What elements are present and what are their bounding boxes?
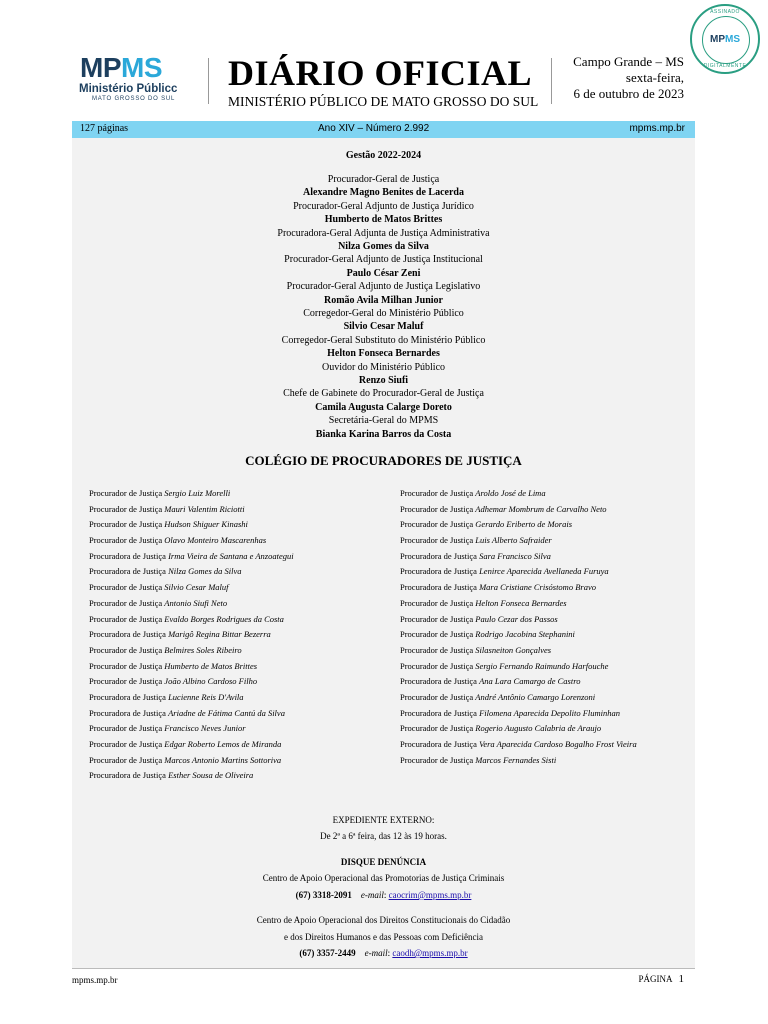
footer-divider	[72, 968, 695, 969]
member-name: Antonio Siufi Neto	[164, 597, 228, 608]
member-name: Esther Sousa de Oliveira	[168, 770, 254, 781]
logo-ms-text: MS	[121, 52, 162, 83]
member-title: Procurador de Justiça	[89, 488, 163, 498]
college-member	[400, 690, 637, 706]
member-title: Procurador de Justiça	[400, 613, 474, 624]
disque-phone-1: (67) 3318-2091	[295, 890, 352, 900]
management-name: Bianka Karina Barros da Costa	[315, 428, 452, 440]
edition-bar	[72, 121, 695, 138]
college-member	[89, 737, 294, 753]
college-member	[400, 737, 637, 753]
seal-top-text: ASSINADO	[710, 9, 740, 15]
member-name: André Antônio Camargo Lorenzoni	[475, 691, 596, 702]
disque-heading: DISQUE DENÚNCIA	[340, 857, 427, 867]
publication-weekday: sexta-feira,	[625, 70, 684, 85]
college-member	[400, 533, 637, 549]
member-title: Procurador de Justiça	[89, 535, 163, 546]
mpms-logo	[80, 52, 162, 84]
logo-state: MATO GROSSO DO SUL	[92, 96, 176, 102]
management-heading: Gestão 2022-2024	[345, 150, 422, 161]
member-name: Adhemar Mombrum de Carvalho Neto	[475, 503, 607, 514]
page-count: 127 páginas	[80, 123, 129, 134]
member-title: Procurador de Justiça	[89, 739, 163, 749]
member-title: Procuradora de Justiça	[400, 566, 477, 577]
member-name: Sergio Luiz Morelli	[164, 488, 231, 498]
member-title: Procuradora de Justiça	[400, 676, 477, 687]
email-link-1[interactable]: caocrim@mpms.mp.br	[388, 890, 472, 900]
management-role: Procurador-Geral de Justiça	[327, 174, 440, 185]
college-title: COLÉGIO DE PROCURADORES DE JUSTIÇA	[245, 453, 522, 468]
disque-phone-2: (67) 3357-2449	[299, 948, 356, 958]
member-title: Procurador de Justiça	[89, 503, 163, 514]
email-link-2[interactable]: caodh@mpms.mp.br	[392, 948, 468, 958]
college-member	[400, 517, 637, 533]
member-title: Procurador de Justiça	[89, 613, 163, 624]
college-member	[400, 721, 637, 737]
member-name: Gerardo Eriberto de Morais	[475, 519, 573, 530]
management-name: Paulo César Zeni	[346, 267, 421, 279]
expediente-hours: De 2ª a 6ª feira, das 12 às 19 horas.	[320, 831, 447, 841]
member-title: Procuradora de Justiça	[400, 550, 477, 561]
college-member	[400, 674, 637, 690]
college-member	[400, 549, 637, 565]
management-role: Procuradora-Geral Adjunta de Justiça Administrativa	[277, 227, 490, 239]
college-member	[89, 549, 294, 565]
header-divider-right	[551, 58, 552, 104]
college-member	[89, 674, 294, 690]
management-name: Silvio Cesar Maluf	[343, 321, 424, 333]
college-member	[89, 580, 294, 596]
member-title: Procuradora de Justiça	[400, 707, 477, 718]
college-member	[400, 706, 637, 722]
member-name: Luis Alberto Safraider	[475, 535, 552, 546]
member-name: Marcos Fernandes Sisti	[475, 754, 557, 765]
member-title: Procurador de Justiça	[400, 519, 474, 530]
member-name: Edgar Roberto Lemos de Miranda	[164, 739, 282, 749]
college-member	[89, 564, 294, 580]
member-title: Procuradora de Justiça	[89, 707, 166, 718]
member-name: Humberto de Matos Brittes	[164, 660, 258, 671]
management-name: Camila Augusta Calarge Doreto	[315, 401, 452, 413]
member-name: Silasneiton Gonçalves	[475, 644, 552, 655]
expediente-heading: EXPEDIENTE EXTERNO:	[332, 815, 435, 825]
management-name: Renzo Siufi	[358, 375, 409, 386]
member-name: Marcos Antonio Martins Sottoriva	[164, 754, 282, 765]
member-title: Procurador de Justiça	[400, 597, 474, 608]
member-title: Procurador de Justiça	[89, 723, 163, 734]
member-title: Procurador de Justiça	[89, 582, 163, 593]
member-title: Procuradora de Justiça	[89, 691, 166, 702]
member-name: Hudson Shiguer Kinashi	[164, 519, 248, 530]
college-member	[400, 580, 637, 596]
management-role: Procurador-Geral Adjunto de Justiça Institucional	[284, 254, 483, 266]
management-role: Chefe de Gabinete do Procurador-Geral de Justiça	[283, 388, 484, 400]
member-title: Procurador de Justiça	[400, 629, 474, 640]
page-subtitle: MINISTÉRIO PÚBLICO DE MATO GROSSO DO SUL	[228, 94, 539, 109]
header-divider-left	[208, 58, 209, 104]
member-name: Silvio Cesar Maluf	[164, 582, 229, 593]
page-title: DIÁRIO OFICIAL	[228, 53, 533, 93]
member-title: Procurador de Justiça	[89, 597, 163, 608]
member-title: Procurador de Justiça	[89, 754, 163, 765]
member-title: Procuradora de Justiça	[89, 550, 166, 561]
footer-page-number: 1	[678, 973, 684, 985]
member-title: Procurador de Justiça	[400, 535, 474, 546]
member-name: Belmires Soles Ribeiro	[164, 644, 242, 655]
college-member	[89, 627, 294, 643]
member-name: Francisco Neves Junior	[164, 723, 246, 734]
member-name: Mauri Valentim Riciotti	[164, 503, 245, 514]
management-name: Nilza Gomes da Silva	[338, 241, 429, 252]
member-title: Procurador de Justiça	[400, 660, 474, 671]
college-member	[89, 768, 294, 784]
site-link[interactable]: mpms.mp.br	[629, 123, 685, 134]
college-member	[89, 533, 294, 549]
seal-center-text: MPMS	[710, 34, 740, 45]
member-name: Lenirce Aparecida Avellaneda Furuya	[479, 566, 609, 577]
management-role: Ouvidor do Ministério Público	[321, 361, 446, 373]
management-name: Romão Avila Milhan Junior	[324, 294, 443, 306]
college-member	[89, 659, 294, 675]
college-member	[400, 596, 637, 612]
member-title: Procurador de Justiça	[400, 691, 474, 702]
member-name: Rogerio Augusto Calabria de Araujo	[475, 723, 602, 734]
footer-site[interactable]: mpms.mp.br	[72, 975, 118, 985]
college-left-column	[89, 486, 294, 784]
member-name: Irma Vieira de Santana e Anzoategui	[168, 550, 294, 561]
college-right-column	[400, 486, 637, 768]
member-title: Procuradora de Justiça	[89, 770, 166, 781]
member-title: Procurador de Justiça	[400, 488, 474, 498]
member-name: Filomena Aparecida Depolito Fluminhan	[479, 707, 621, 718]
college-member	[400, 612, 637, 628]
college-member	[89, 690, 294, 706]
member-title: Procurador de Justiça	[400, 754, 474, 765]
college-member	[89, 612, 294, 628]
college-member	[400, 643, 637, 659]
member-name: Lucienne Reis D'Avila	[168, 691, 244, 702]
member-name: Ana Lara Camargo de Castro	[479, 676, 581, 687]
member-name: Mara Cristiane Crisóstomo Bravo	[479, 582, 596, 593]
logo-name: Ministério Públicc	[79, 83, 178, 95]
management-role: Corregedor-Geral do Ministério Público	[303, 308, 464, 319]
management-role: Secretária-Geral do MPMS	[328, 415, 439, 427]
college-member	[89, 753, 294, 769]
edition-number: Ano XIV – Número 2.992	[318, 123, 430, 134]
member-title: Procurador de Justiça	[89, 644, 163, 655]
member-title: Procuradora de Justiça	[89, 566, 166, 577]
college-member	[400, 486, 637, 502]
member-name: Nilza Gomes da Silva	[168, 566, 242, 577]
disque-center-2-line-1: Centro de Apoio Operacional dos Direitos Constitucionais do Cidadão	[256, 915, 511, 925]
college-member	[400, 564, 637, 580]
publication-date: 6 de outubro de 2023	[573, 86, 684, 101]
college-member	[400, 627, 637, 643]
member-title: Procurador de Justiça	[89, 660, 163, 671]
member-title: Procurador de Justiça	[400, 503, 474, 514]
member-name: Marigô Regina Bittar Bezerra	[168, 629, 271, 640]
member-title: Procuradora de Justiça	[89, 629, 166, 640]
member-title: Procurador de Justiça	[89, 519, 163, 530]
digital-signature-seal	[690, 4, 760, 74]
publication-place: Campo Grande – MS	[573, 54, 684, 69]
member-title: Procurador de Justiça	[400, 723, 474, 734]
seal-bottom-text: DIGITALMENTE	[703, 63, 747, 69]
logo-mp-text: MP	[80, 52, 121, 83]
footer-page	[638, 973, 684, 985]
management-role: Procurador-Geral Adjunto de Justiça Jurídico	[293, 200, 474, 212]
management-role: Corregedor-Geral Substituto do Ministério Público	[281, 334, 486, 346]
member-title: Procurador de Justiça	[400, 644, 474, 655]
member-name: Olavo Monteiro Mascarenhas	[164, 535, 267, 546]
management-role: Procurador-Geral Adjunto de Justiça Legislativo	[286, 281, 481, 293]
publication-info	[573, 54, 684, 102]
member-name: Evaldo Borges Rodrigues da Costa	[164, 613, 284, 624]
member-name: Sara Francisco Silva	[479, 550, 551, 561]
member-name: Vera Aparecida Cardoso Bogalho Frost Vieira	[479, 739, 637, 749]
disque-contact-2: (67) 3357-2449 e-mail: caodh@mpms.mp.br	[299, 948, 468, 958]
college-member	[89, 502, 294, 518]
email-label-1: e-mail	[360, 890, 384, 900]
member-name: Aroldo José de Lima	[475, 488, 546, 498]
college-member	[89, 596, 294, 612]
college-member	[89, 486, 294, 502]
email-label-2: e-mail	[364, 948, 388, 958]
management-name: Helton Fonseca Bernardes	[327, 348, 440, 360]
college-member	[400, 502, 637, 518]
member-name: Helton Fonseca Bernardes	[475, 597, 567, 608]
member-name: Paulo Cezar dos Passos	[475, 613, 558, 624]
college-member	[89, 643, 294, 659]
member-title: Procurador de Justiça	[89, 676, 163, 687]
disque-center-2-line-2: e dos Direitos Humanos e das Pessoas com Deficiência	[284, 932, 483, 942]
member-title: Procuradora de Justiça	[400, 739, 477, 749]
college-member	[89, 517, 294, 533]
footer-page-label: PÁGINA	[638, 974, 673, 984]
management-name: Humberto de Matos Brittes	[324, 214, 443, 226]
member-name: João Albino Cardoso Filho	[164, 676, 258, 687]
college-member	[89, 706, 294, 722]
member-name: Sergio Fernando Raimundo Harfouche	[475, 660, 609, 671]
management-name: Alexandre Magno Benites de Lacerda	[303, 187, 464, 199]
member-title: Procuradora de Justiça	[400, 582, 477, 593]
college-member	[400, 659, 637, 675]
college-member	[400, 753, 637, 769]
disque-contact-1: (67) 3318-2091 e-mail: caocrim@mpms.mp.br	[295, 890, 472, 900]
member-name: Rodrigo Jacobina Stephanini	[475, 629, 575, 640]
college-member	[89, 721, 294, 737]
member-name: Ariadne de Fátima Cantú da Silva	[168, 707, 285, 718]
disque-center-1: Centro de Apoio Operacional das Promotorias de Justiça Criminais	[262, 873, 505, 883]
